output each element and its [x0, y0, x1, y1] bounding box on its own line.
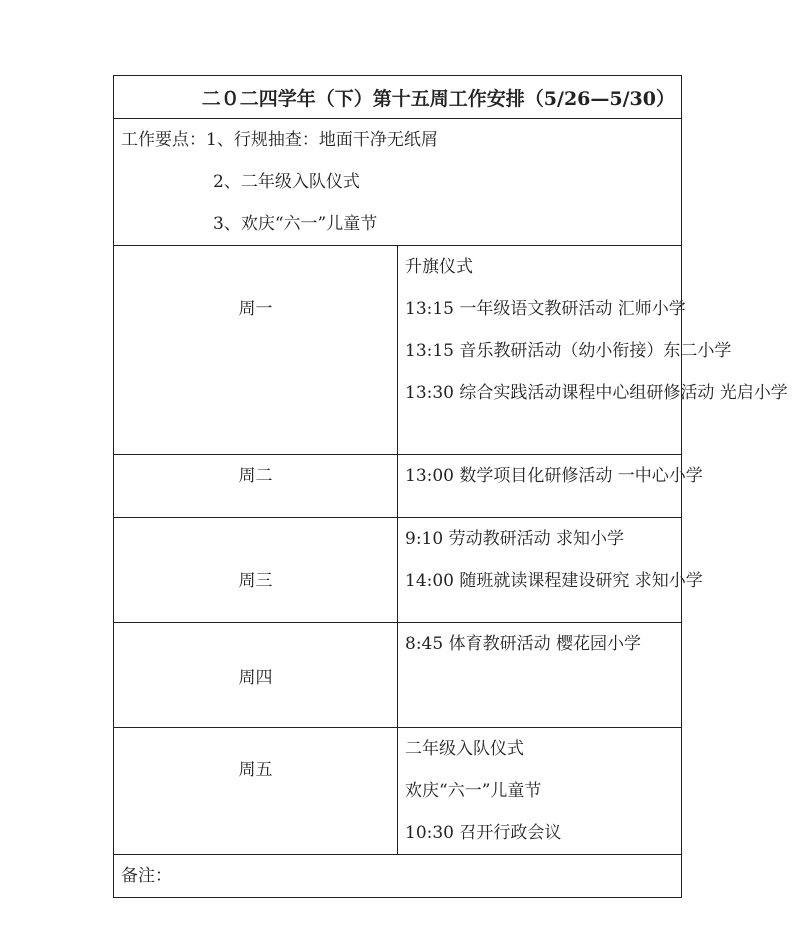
day-row-tuesday: [114, 455, 682, 518]
notes-label: 备注：: [121, 866, 172, 886]
schedule-item: 13:00 数学项目化研修活动 一中心小学: [405, 466, 703, 486]
schedule-item: 9:10 劳动教研活动 求知小学: [405, 529, 624, 549]
schedule-table: [113, 75, 788, 898]
key-point: 3、欢庆“六一”儿童节: [213, 214, 378, 234]
schedule-item: 13:30 综合实践活动课程中心组研修活动 光启小学: [405, 383, 788, 403]
key-points-label: 工作要点：: [121, 130, 206, 150]
day-row-friday: [114, 728, 682, 855]
day-label: 周五: [114, 728, 398, 855]
schedule-item: 10:30 召开行政会议: [405, 823, 562, 843]
key-points: [114, 119, 682, 246]
day-row-wednesday: [114, 518, 682, 623]
day-label: 周二: [114, 455, 398, 518]
day-row-monday: [114, 246, 682, 455]
schedule-item: 欢庆“六一”儿童节: [405, 781, 542, 801]
key-point: 2、二年级入队仪式: [213, 172, 360, 192]
schedule-item: 14:00 随班就读课程建设研究 求知小学: [405, 571, 703, 591]
schedule-item: 升旗仪式: [405, 257, 473, 277]
day-label: 周一: [114, 246, 398, 455]
day-row-thursday: [114, 623, 682, 728]
page-title: 二０二四学年（下）第十五周工作安排（5/26—5/30）: [114, 76, 682, 119]
notes: [114, 855, 682, 898]
schedule-item: 二年级入队仪式: [405, 739, 524, 759]
schedule-item: 13:15 音乐教研活动（幼小衔接）东二小学: [405, 341, 732, 361]
schedule-item: 13:15 一年级语文教研活动 汇师小学: [405, 299, 686, 319]
day-label: 周三: [114, 518, 398, 623]
key-point: 1、行规抽查：地面干净无纸屑: [206, 130, 438, 150]
day-label: 周四: [114, 623, 398, 728]
schedule-item: 8:45 体育教研活动 樱花园小学: [405, 634, 641, 654]
